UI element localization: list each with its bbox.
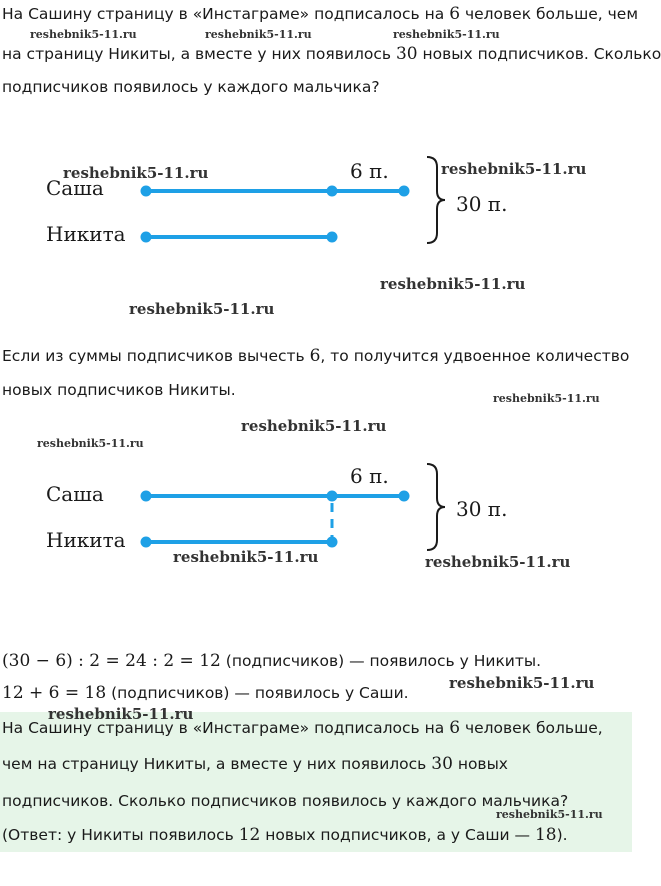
- watermark: reshebnik5-11.ru: [393, 28, 500, 41]
- brace: [427, 464, 445, 550]
- watermark: reshebnik5-11.ru: [449, 674, 595, 692]
- watermark: reshebnik5-11.ru: [30, 28, 137, 41]
- watermark: reshebnik5-11.ru: [63, 164, 209, 182]
- problem-line-2: на страницу Никиты, а вместе у них появилось 30 новых подписчиков. Сколько: [2, 44, 661, 64]
- watermark: reshebnik5-11.ru: [37, 437, 144, 450]
- answer-line-3: подписчиков. Сколько подписчиков появилось у каждого мальчика?: [2, 792, 569, 810]
- sasha-mid-dot: [327, 186, 338, 197]
- sasha-end-dot: [399, 186, 410, 197]
- sasha-end-dot: [399, 491, 410, 502]
- nikita-start-dot: [141, 537, 152, 548]
- watermark: reshebnik5-11.ru: [48, 705, 194, 723]
- watermark: reshebnik5-11.ru: [493, 392, 600, 405]
- explanation-line-2: новых подписчиков Никиты.: [2, 381, 236, 399]
- label-diff: 6 п.: [350, 159, 389, 183]
- watermark: reshebnik5-11.ru: [380, 275, 526, 293]
- sasha-start-dot: [141, 186, 152, 197]
- watermark: reshebnik5-11.ru: [241, 417, 387, 435]
- watermark: reshebnik5-11.ru: [425, 553, 571, 571]
- label-nikita: Никита: [46, 222, 126, 246]
- nikita-end-dot: [327, 232, 338, 243]
- explanation-line-1: Если из суммы подписчиков вычесть 6, то получится удвоенное количество: [2, 346, 630, 366]
- problem-line-1: На Сашину страницу в «Инстаграме» подписалось на 6 человек больше, чем: [2, 4, 639, 24]
- sasha-mid-dot: [327, 491, 338, 502]
- solution-line-1: (30 − 6) : 2 = 24 : 2 = 12 (подписчиков) — появилось у Никиты.: [2, 651, 542, 671]
- watermark: reshebnik5-11.ru: [205, 28, 312, 41]
- watermark: reshebnik5-11.ru: [173, 548, 319, 566]
- watermark: reshebnik5-11.ru: [441, 160, 587, 178]
- sasha-start-dot: [141, 491, 152, 502]
- nikita-start-dot: [141, 232, 152, 243]
- watermark: reshebnik5-11.ru: [129, 300, 275, 318]
- label-diff: 6 п.: [350, 464, 389, 488]
- label-total: 30 п.: [456, 192, 508, 216]
- problem-line-3: подписчиков появилось у каждого мальчика?: [2, 78, 380, 96]
- watermark: reshebnik5-11.ru: [496, 808, 603, 821]
- label-sasha: Саша: [46, 482, 104, 506]
- label-nikita: Никита: [46, 528, 126, 552]
- answer-line-1: На Сашину страницу в «Инстаграме» подписалось на 6 человек больше,: [2, 718, 603, 738]
- nikita-end-dot: [327, 537, 338, 548]
- label-sasha: Саша: [46, 176, 104, 200]
- answer-line-2: чем на страницу Никиты, а вместе у них появилось 30 новых: [2, 754, 508, 774]
- answer-line-4: (Ответ: у Никиты появилось 12 новых подписчиков, а у Саши — 18).: [2, 825, 568, 845]
- label-total: 30 п.: [456, 497, 508, 521]
- solution-line-2: 12 + 6 = 18 (подписчиков) — появилось у Саши.: [2, 683, 409, 703]
